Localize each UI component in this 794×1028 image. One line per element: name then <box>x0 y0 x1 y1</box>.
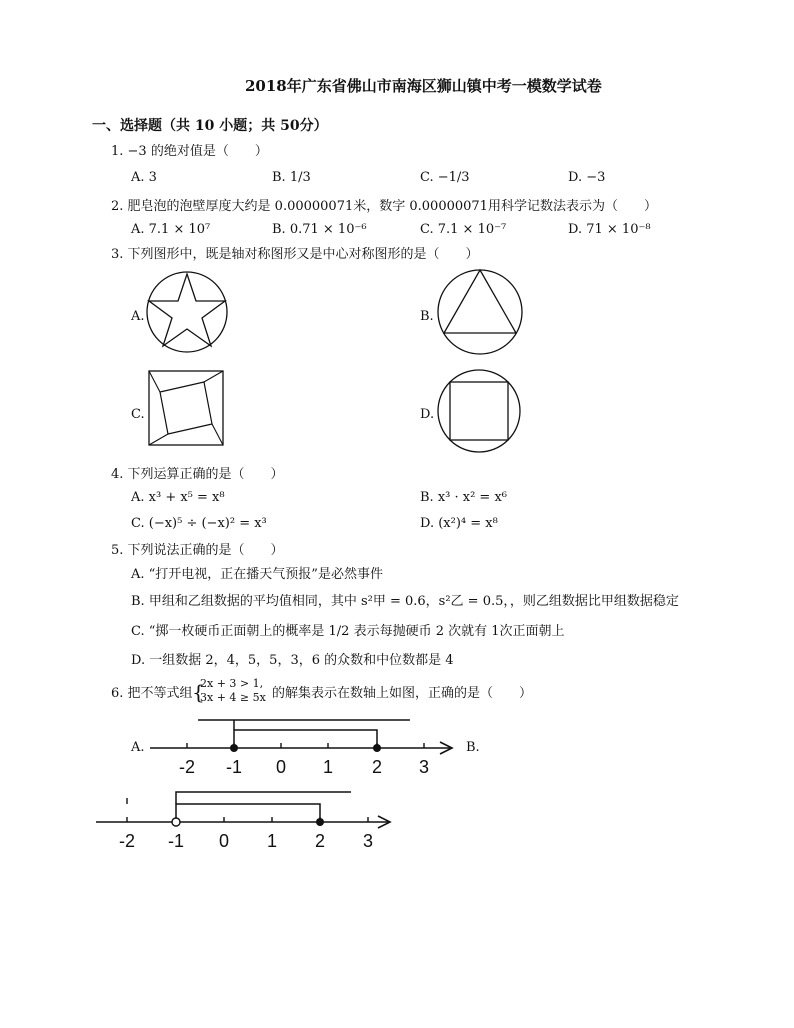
brace-icon: { <box>192 680 205 704</box>
q5-option-c[interactable]: C. “掷一枚硬币正面朝上的概率是 1/2 表示每抛硬币 2 次就有 1次正面朝上 <box>131 624 565 639</box>
q2-option-c[interactable]: C. 7.1 × 10⁻⁷ <box>420 222 507 237</box>
tick-label: -2 <box>178 757 196 777</box>
question-5-stem: 5. 下列说法正确的是（ ） <box>111 543 284 558</box>
tick-label: 0 <box>275 757 287 777</box>
q4-option-b[interactable]: B. x³ · x² = x⁶ <box>420 490 508 505</box>
q4-option-c[interactable]: C. (−x)⁵ ÷ (−x)² = x³ <box>131 516 267 531</box>
q1-option-a[interactable]: A. 3 <box>131 170 157 185</box>
tick-label: 1 <box>322 757 334 777</box>
tick-label: 0 <box>218 831 230 851</box>
q5-option-b[interactable]: B. 甲组和乙组数据的平均值相同，其中 s²甲 = 0.6，s²乙 = 0.5，，则乙组数据比甲组数据稳定 <box>131 594 679 609</box>
figure-square-pinwheel <box>148 370 224 446</box>
page-title: 2018年广东省佛山市南海区狮山镇中考一模数学试卷 <box>245 77 602 95</box>
question-4-stem: 4. 下列运算正确的是（ ） <box>111 467 284 482</box>
q1-option-d[interactable]: D. −3 <box>568 170 606 185</box>
q5-option-a[interactable]: A. “打开电视，正在播天气预报”是必然事件 <box>131 567 383 582</box>
number-line-b <box>96 790 406 856</box>
question-6-stem-post: 的解集表示在数轴上如图，正确的是（ ） <box>272 686 533 701</box>
q2-option-b[interactable]: B. 0.71 × 10⁻⁶ <box>272 222 367 237</box>
tick-label: -2 <box>118 831 136 851</box>
q4-option-d[interactable]: D. (x²)⁴ = x⁸ <box>420 516 498 531</box>
q3-option-d[interactable]: D. <box>420 407 435 422</box>
q6-option-b[interactable]: B. <box>466 740 480 755</box>
q2-option-d[interactable]: D. 71 × 10⁻⁸ <box>568 222 651 237</box>
figure-circle-triangle <box>436 268 524 356</box>
q3-option-b[interactable]: B. <box>420 309 434 324</box>
q6-option-a[interactable]: A. <box>131 740 145 755</box>
tick-label: 3 <box>362 831 374 851</box>
tick-label: 3 <box>418 757 430 777</box>
q1-option-b[interactable]: B. 1/3 <box>272 170 311 185</box>
q5-option-d[interactable]: D. 一组数据 2，4，5，5，3，6 的众数和中位数都是 4 <box>131 653 454 668</box>
question-6-stem-pre: 6. 把不等式组 <box>111 686 193 701</box>
q1-option-c[interactable]: C. −1/3 <box>420 170 470 185</box>
tick-label: -1 <box>167 831 185 851</box>
figure-circle-square <box>436 368 522 454</box>
q3-option-c[interactable]: C. <box>131 407 145 422</box>
number-line-a <box>150 716 460 782</box>
question-1-stem: 1. −3 的绝对值是（ ） <box>111 144 268 159</box>
tick-label: -1 <box>225 757 243 777</box>
question-3-stem: 3. 下列图形中，既是轴对称图形又是中心对称图形的是（ ） <box>111 247 479 262</box>
section-heading: 一、选择题（共 10 小题；共 50分） <box>92 118 328 134</box>
q2-option-a[interactable]: A. 7.1 × 10⁷ <box>131 222 211 237</box>
q3-option-a[interactable]: A. <box>131 309 145 324</box>
tick-label: 2 <box>371 757 383 777</box>
tick-label: 2 <box>314 831 326 851</box>
figure-circle-star <box>145 270 229 354</box>
inequality-2: 3x + 4 ≥ 5x <box>200 691 266 704</box>
inequality-1: 2x + 3 > 1, <box>200 677 264 690</box>
question-2-stem: 2. 肥皂泡的泡壁厚度大约是 0.00000071米，数字 0.00000071用科学记数法表示为（ ） <box>111 199 657 214</box>
q4-option-a[interactable]: A. x³ + x⁵ = x⁸ <box>131 490 225 505</box>
tick-label: 1 <box>266 831 278 851</box>
